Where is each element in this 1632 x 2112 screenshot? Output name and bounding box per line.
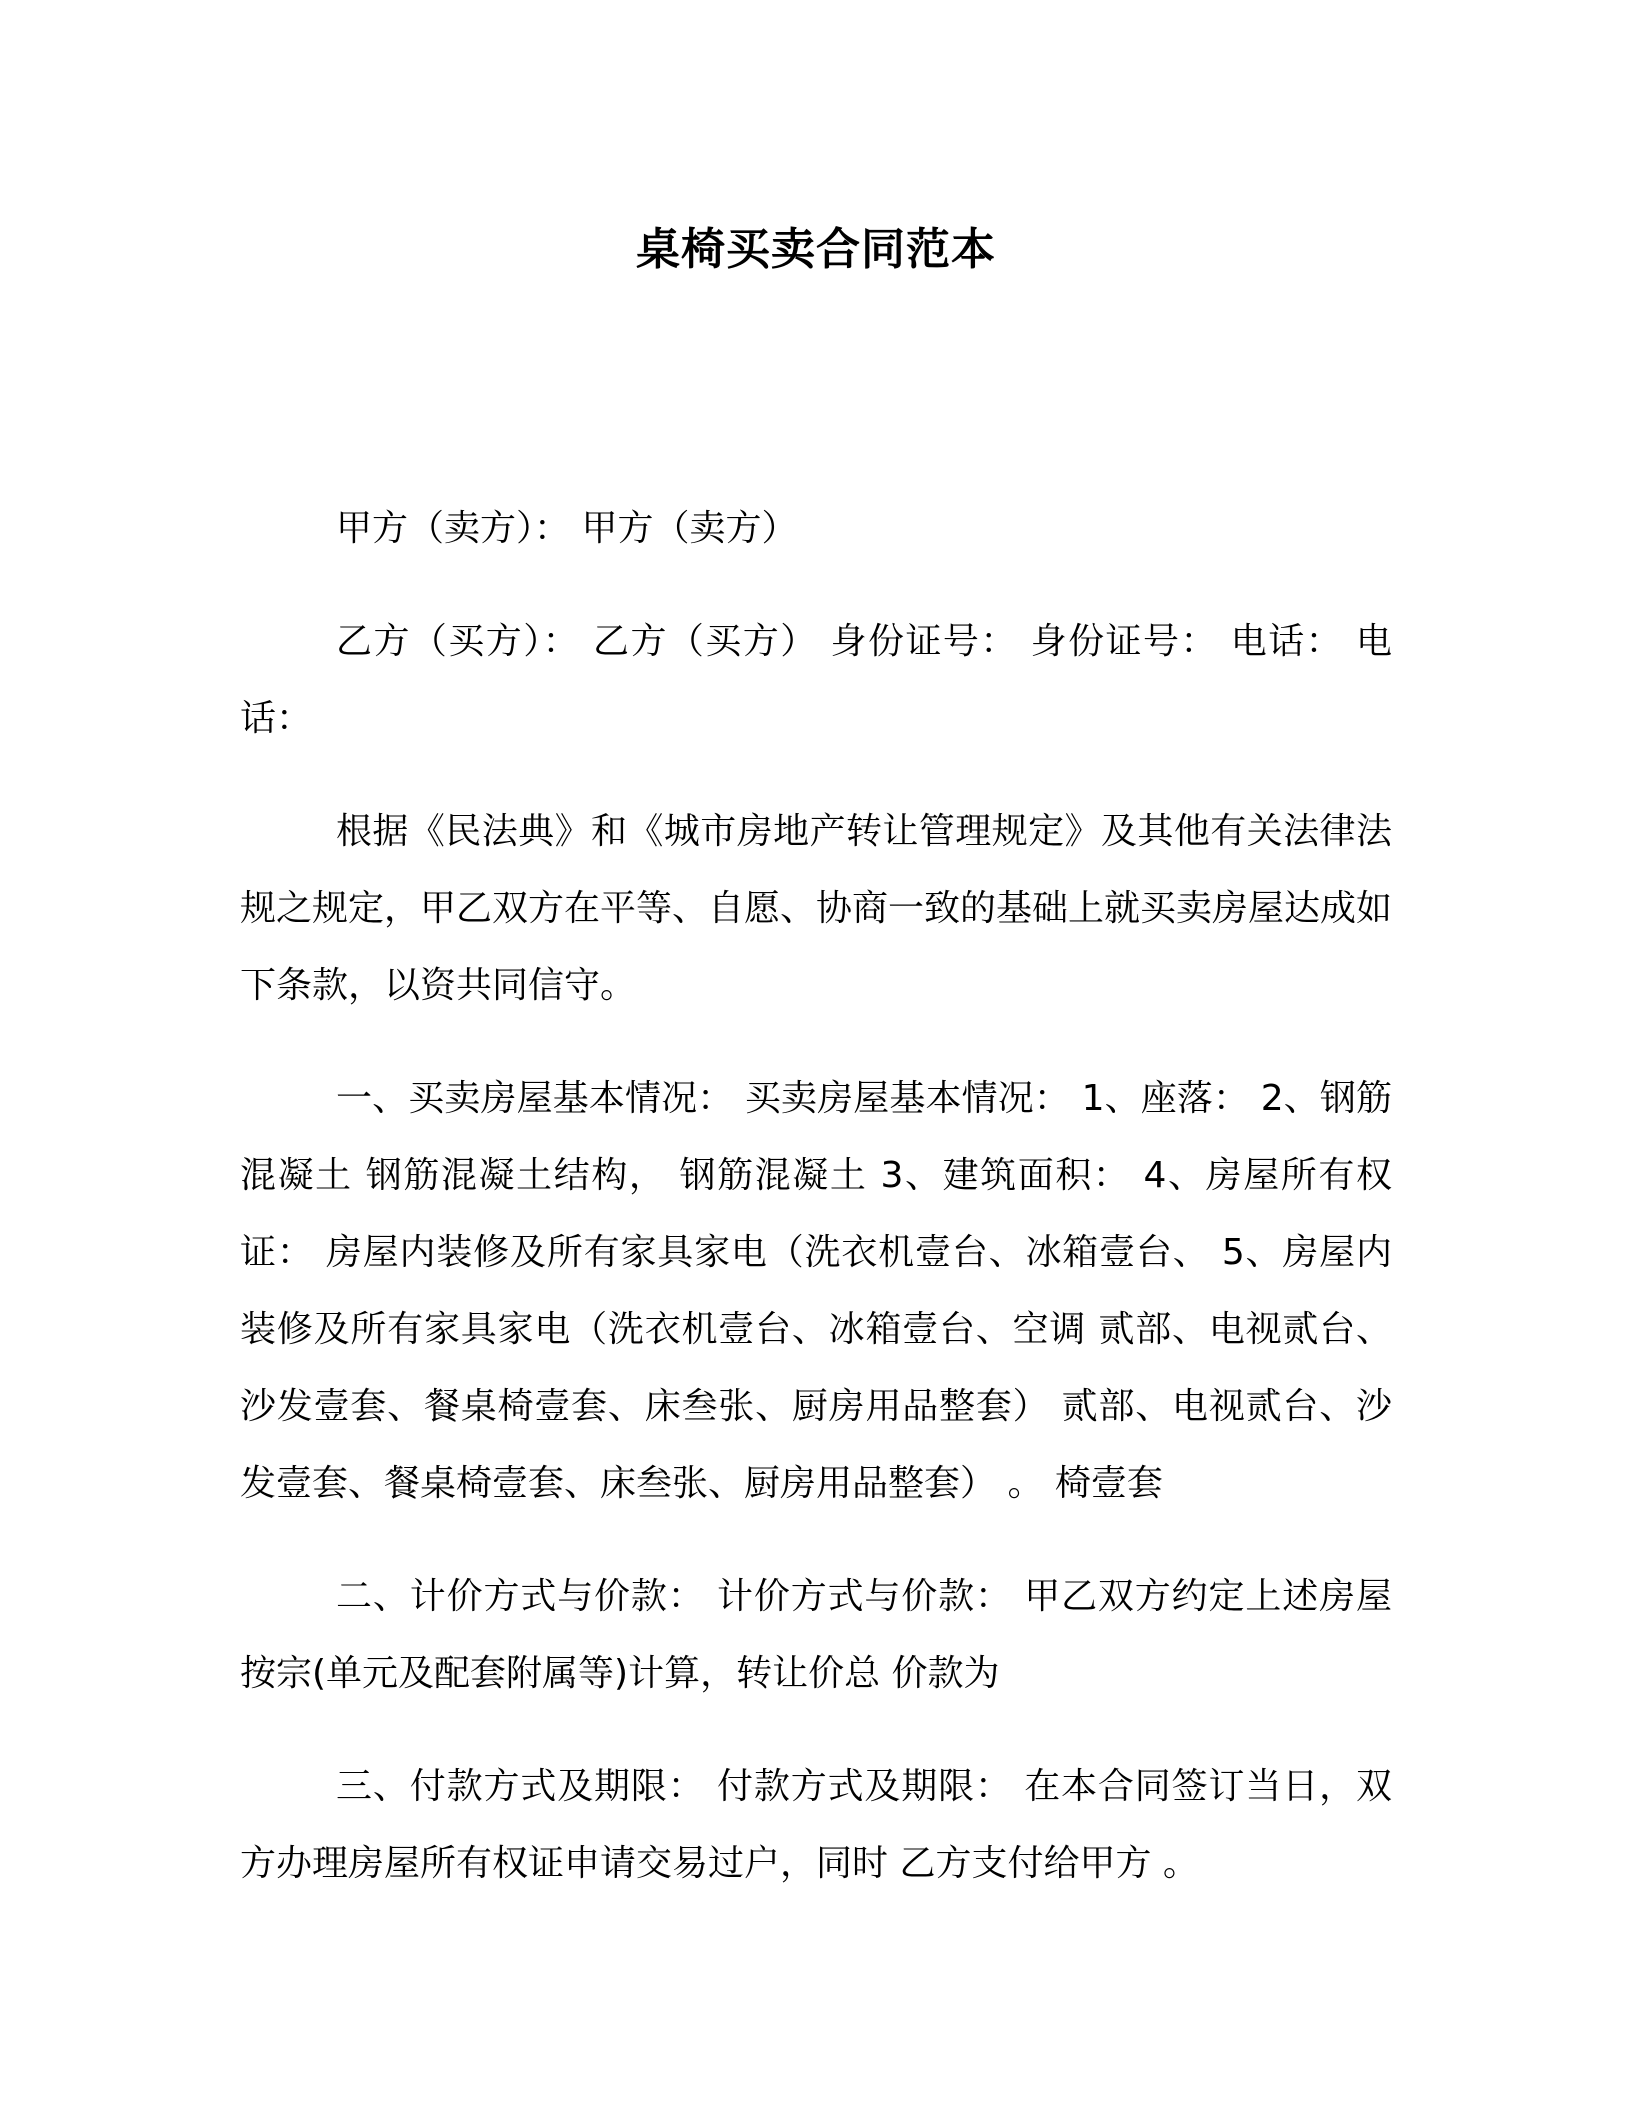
document-body	[240, 490, 1392, 1938]
clause-3-paragraph: 三、付款方式及期限： 付款方式及期限： 在本合同签订当日，双方办理房屋所有权证申请交易过户，同时 乙方支付给甲方 。	[240, 1766, 1392, 1884]
document-title: 桌椅买卖合同范本	[636, 224, 996, 275]
party-a-paragraph: 甲方（卖方）： 甲方（卖方）	[336, 508, 798, 549]
clause-1-paragraph: 一、买卖房屋基本情况： 买卖房屋基本情况： 1、座落： 2、钢筋混凝土 钢筋混凝土结构， 钢筋混凝土 3、建筑面积： 4、房屋所有权证： 房屋内装修及所有家具家电（洗衣机壹台、冰箱壹台、 5、房屋内装修及所有家具家电（洗衣机壹台、冰箱壹台、空调 贰部、电视贰台、沙发壹套、餐桌椅壹套、床叁张、厨房用品整套） 贰部、电视贰台、沙发壹套、餐桌椅壹套、床叁张、厨房用品整套） 。 椅壹套	[240, 1078, 1392, 1504]
preamble-paragraph: 根据《民法典》和《城市房地产转让管理规定》及其他有关法律法规之规定，甲乙双方在平等、自愿、协商一致的基础上就买卖房屋达成如下条款，以资共同信守。	[240, 811, 1393, 1006]
party-b-paragraph: 乙方（买方）： 乙方（买方） 身份证号： 身份证号： 电话： 电话：	[240, 621, 1392, 739]
clause-2-paragraph: 二、计价方式与价款： 计价方式与价款： 甲乙双方约定上述房屋按宗(单元及配套附属等)计算，转让价总 价款为	[240, 1576, 1392, 1694]
